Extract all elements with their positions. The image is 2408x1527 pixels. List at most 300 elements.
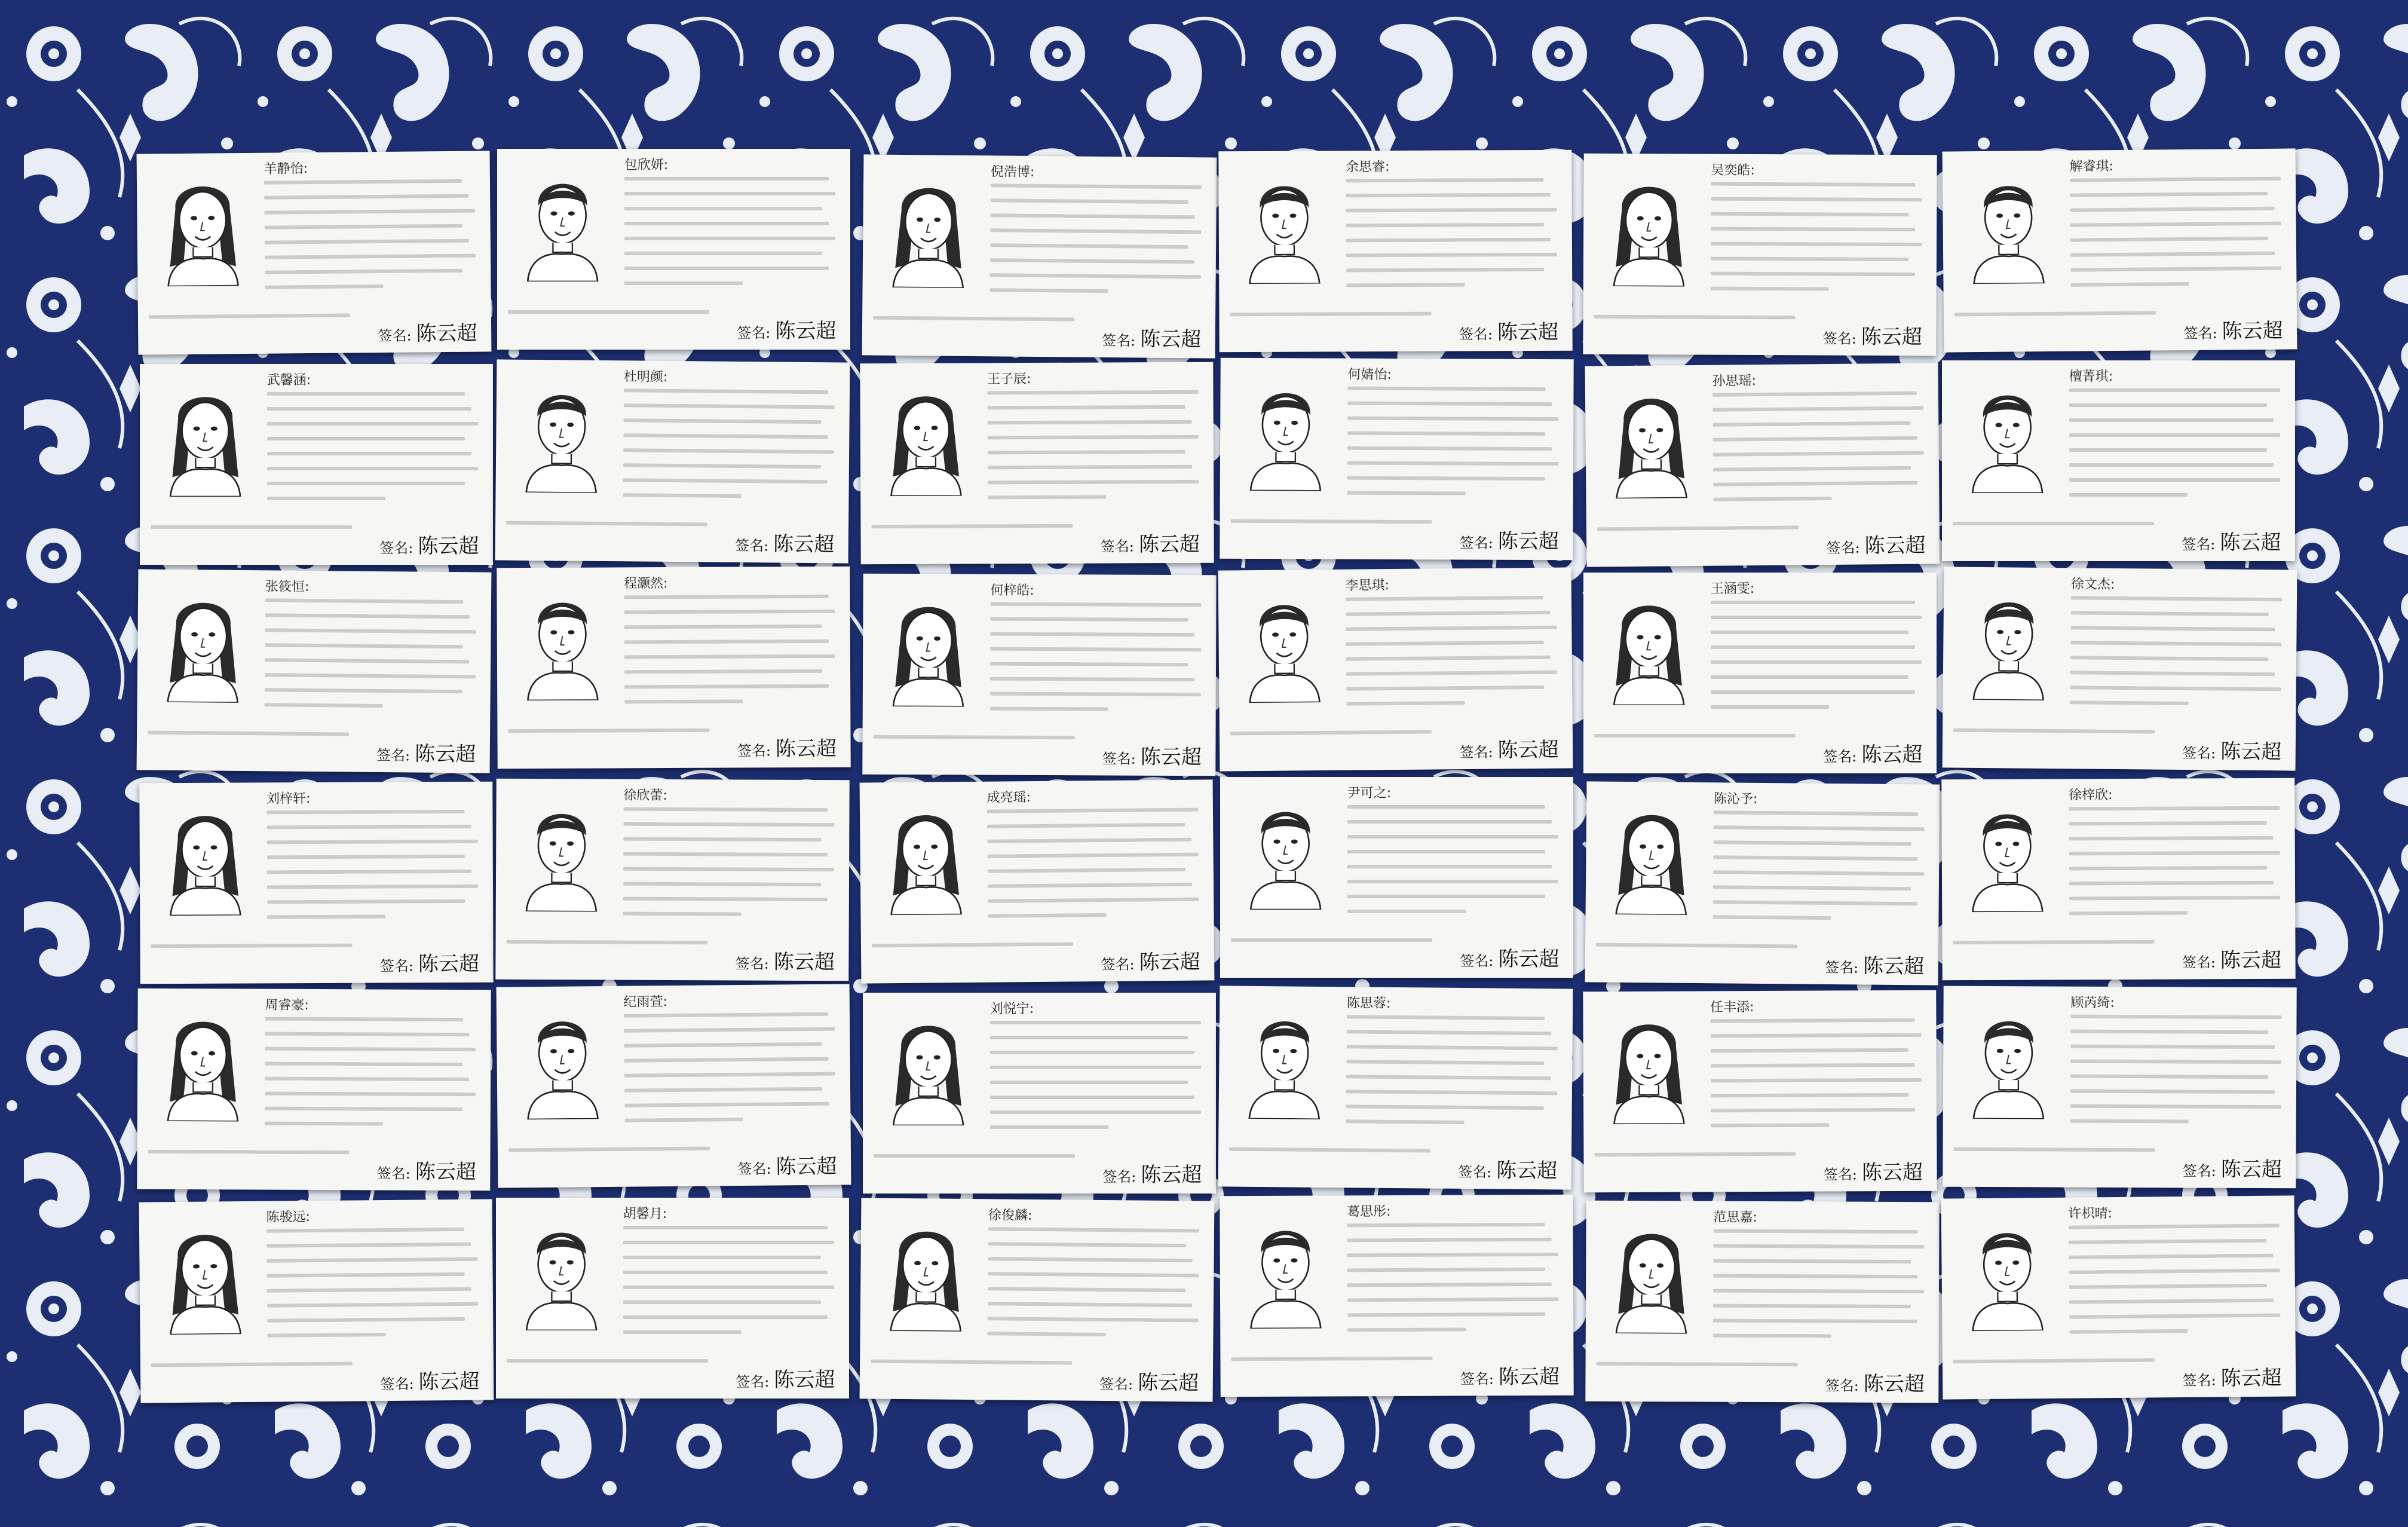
comment-line bbox=[1596, 1361, 1797, 1366]
comment-text-block bbox=[1712, 810, 1929, 933]
comment-line bbox=[1711, 272, 1916, 276]
comment-line bbox=[1347, 402, 1552, 406]
comment-line bbox=[1346, 626, 1557, 631]
comment-line bbox=[988, 898, 1199, 903]
comment-line bbox=[2070, 641, 2281, 646]
comment-line bbox=[871, 1359, 1072, 1364]
comment-text-block bbox=[989, 602, 1205, 724]
comment-line bbox=[988, 868, 1186, 873]
comment-line bbox=[1346, 671, 1557, 676]
teacher-signature bbox=[1102, 322, 1202, 352]
portrait-sketch bbox=[1231, 1002, 1338, 1119]
comment-line bbox=[1713, 497, 1831, 501]
student-name: 顾芮绮: bbox=[2070, 995, 2115, 1011]
comment-line bbox=[873, 316, 1074, 321]
teacher-signature bbox=[1102, 740, 1202, 770]
comment-text-block bbox=[266, 810, 482, 931]
comment-line bbox=[990, 647, 1201, 652]
signature-name: 陈云超 bbox=[1496, 1158, 1558, 1183]
portrait-card bbox=[1218, 567, 1573, 771]
student-name: 范思嘉: bbox=[1713, 1210, 1757, 1226]
comment-line bbox=[624, 1118, 743, 1122]
comment-line bbox=[2070, 282, 2189, 287]
comment-text-block bbox=[989, 183, 1206, 306]
comment-line bbox=[1711, 182, 1916, 186]
comment-line bbox=[1346, 223, 1545, 227]
signature-name: 陈云超 bbox=[2220, 739, 2282, 764]
portrait-card bbox=[1943, 986, 2296, 1189]
comment-line bbox=[266, 840, 477, 844]
comment-line bbox=[2069, 821, 2267, 825]
comment-line bbox=[1347, 820, 1552, 824]
comment-text-block bbox=[2070, 1015, 2286, 1136]
comment-line bbox=[2070, 177, 2281, 182]
teacher-signature bbox=[1460, 1360, 1560, 1390]
signature-name: 陈云超 bbox=[1139, 327, 1202, 352]
portrait-sketch bbox=[508, 375, 615, 492]
comment-line bbox=[2070, 252, 2275, 257]
signature-label: 签名: bbox=[2183, 325, 2217, 342]
comment-line bbox=[624, 684, 829, 688]
signature-label: 签名: bbox=[376, 1165, 410, 1182]
comment-line bbox=[1347, 387, 1546, 391]
comment-line bbox=[1346, 253, 1557, 258]
comment-line bbox=[2069, 1284, 2268, 1289]
comment-line bbox=[1953, 728, 2155, 733]
signature-name: 陈云超 bbox=[775, 319, 837, 343]
student-name: 孙思瑶: bbox=[1712, 374, 1757, 389]
portrait-card bbox=[1583, 990, 1937, 1193]
comment-line bbox=[2069, 1299, 2274, 1304]
comment-text-block bbox=[266, 1228, 483, 1350]
comment-line bbox=[990, 1036, 1188, 1039]
comment-line bbox=[624, 610, 835, 614]
signature-label: 签名: bbox=[2182, 954, 2216, 971]
portrait-card bbox=[137, 989, 491, 1191]
comment-text-block bbox=[264, 1017, 480, 1139]
student-name: 徐梓欣: bbox=[2069, 788, 2113, 803]
comment-text-block bbox=[623, 1226, 839, 1347]
comment-text-block bbox=[624, 1012, 840, 1135]
portrait-sketch bbox=[1954, 377, 2060, 493]
comment-line bbox=[990, 1066, 1201, 1069]
comment-line bbox=[987, 1317, 1198, 1322]
portrait-sketch bbox=[875, 1009, 981, 1125]
comment-text-block bbox=[2069, 806, 2284, 928]
teacher-signature bbox=[378, 317, 477, 347]
comment-line bbox=[623, 837, 822, 841]
comment-line bbox=[266, 1228, 465, 1233]
student-name: 徐俊麟: bbox=[988, 1208, 1033, 1224]
signature-name: 陈云超 bbox=[2220, 1366, 2282, 1391]
comment-line bbox=[1346, 1045, 1557, 1050]
comment-line bbox=[623, 433, 828, 439]
student-name: 程灏然: bbox=[624, 576, 668, 592]
comment-line bbox=[990, 1081, 1188, 1084]
comment-line bbox=[991, 198, 1189, 204]
portrait-sketch bbox=[1955, 583, 2062, 700]
comment-line bbox=[1714, 810, 1919, 816]
portrait-card bbox=[1942, 360, 2295, 561]
comment-line bbox=[1713, 1274, 1918, 1278]
comment-line bbox=[1347, 1223, 1545, 1227]
student-name: 刘梓轩: bbox=[266, 791, 311, 807]
comment-line bbox=[623, 822, 834, 827]
comment-line bbox=[1710, 1048, 1908, 1052]
signature-name: 陈云超 bbox=[1861, 1160, 1923, 1185]
comment-line bbox=[1710, 1033, 1921, 1038]
teacher-signature bbox=[377, 1155, 476, 1185]
comment-line bbox=[265, 598, 464, 604]
portrait-card bbox=[495, 779, 849, 981]
comment-line bbox=[2070, 1030, 2269, 1034]
portrait-card bbox=[860, 1198, 1215, 1401]
comment-line bbox=[988, 495, 1106, 500]
signature-name: 陈云超 bbox=[1141, 1162, 1202, 1187]
comment-line bbox=[990, 677, 1195, 681]
portrait-card bbox=[862, 154, 1217, 358]
comment-line bbox=[624, 639, 829, 644]
comment-text-block bbox=[2069, 1224, 2285, 1347]
comment-line bbox=[506, 940, 707, 944]
comment-line bbox=[264, 688, 462, 693]
comment-line bbox=[265, 1107, 463, 1111]
comment-line bbox=[1346, 641, 1544, 646]
portrait-sketch bbox=[510, 165, 615, 281]
comment-line bbox=[508, 1146, 710, 1152]
comment-line bbox=[1347, 805, 1546, 809]
comment-line bbox=[990, 228, 1201, 234]
portrait-sketch bbox=[1955, 1002, 2061, 1119]
comment-line bbox=[2069, 1224, 2280, 1229]
signature-label: 签名: bbox=[1460, 1370, 1494, 1388]
portrait-sketch bbox=[509, 583, 615, 700]
comment-line bbox=[988, 480, 1199, 485]
comment-line bbox=[265, 284, 383, 289]
student-name: 刘悦宁: bbox=[989, 1002, 1034, 1017]
comment-line bbox=[987, 823, 1185, 828]
comment-line bbox=[623, 493, 741, 498]
portrait-sketch bbox=[149, 1005, 256, 1122]
signature-label: 签名: bbox=[2182, 744, 2216, 762]
signature-name: 陈云超 bbox=[1498, 947, 1560, 971]
signature-name: 陈云超 bbox=[415, 1159, 476, 1185]
comment-line bbox=[990, 617, 1188, 622]
signature-name: 陈云超 bbox=[2220, 948, 2282, 973]
comment-line bbox=[1713, 1229, 1918, 1234]
comment-line bbox=[1347, 1238, 1552, 1242]
comment-line bbox=[623, 1271, 828, 1274]
comment-line bbox=[1231, 938, 1432, 942]
signature-label: 签名: bbox=[2182, 1372, 2216, 1389]
comment-line bbox=[988, 913, 1106, 918]
comment-line bbox=[1347, 432, 1546, 436]
signature-name: 陈云超 bbox=[414, 742, 476, 767]
teacher-signature bbox=[1459, 316, 1558, 345]
comment-line bbox=[623, 852, 828, 856]
comment-line bbox=[1347, 1015, 1545, 1020]
comment-text-block bbox=[987, 1227, 1203, 1349]
signature-name: 陈云超 bbox=[1140, 745, 1202, 770]
comment-line bbox=[2071, 596, 2282, 601]
signature-name: 陈云超 bbox=[774, 1367, 835, 1392]
comment-line bbox=[2069, 448, 2268, 452]
comment-line bbox=[1712, 1334, 1831, 1338]
signature-label: 签名: bbox=[1459, 743, 1493, 761]
comment-line bbox=[1713, 466, 1911, 472]
comment-line bbox=[265, 1017, 463, 1021]
portrait-sketch bbox=[1230, 586, 1337, 703]
portrait-card bbox=[497, 149, 850, 350]
student-name: 许枳晴: bbox=[2068, 1206, 2113, 1222]
comment-line bbox=[989, 273, 1200, 279]
comment-line bbox=[267, 482, 465, 485]
signature-label: 签名: bbox=[1102, 1168, 1136, 1185]
comment-line bbox=[151, 1361, 353, 1367]
comment-line bbox=[1712, 436, 1917, 442]
comment-line bbox=[1711, 1078, 1922, 1083]
comment-line bbox=[148, 730, 349, 736]
comment-line bbox=[1347, 895, 1546, 898]
comment-line bbox=[267, 1287, 472, 1293]
portrait-sketch bbox=[1232, 1211, 1338, 1329]
signature-name: 陈云超 bbox=[773, 532, 835, 557]
comment-text-block bbox=[267, 392, 483, 513]
portrait-sketch bbox=[1598, 797, 1705, 914]
signature-name: 陈云超 bbox=[1862, 954, 1925, 979]
comment-text-block bbox=[624, 177, 840, 298]
comment-line bbox=[990, 213, 1195, 219]
comment-line bbox=[1711, 601, 1916, 604]
comment-text-block bbox=[2070, 177, 2286, 299]
comment-line bbox=[151, 525, 352, 529]
comment-line bbox=[990, 602, 1201, 607]
comment-line bbox=[266, 825, 471, 829]
comment-line bbox=[1713, 855, 1918, 861]
teacher-signature bbox=[2183, 1152, 2282, 1182]
comment-text-block bbox=[1347, 1223, 1563, 1344]
comment-line bbox=[1346, 1104, 1544, 1110]
comment-line bbox=[1594, 1152, 1796, 1156]
comment-line bbox=[1712, 406, 1923, 412]
comment-line bbox=[1711, 197, 1922, 202]
student-name: 胡馨月: bbox=[623, 1207, 667, 1222]
comment-line bbox=[872, 942, 1073, 947]
comment-line bbox=[1346, 1090, 1557, 1095]
signature-label: 签名: bbox=[1824, 959, 1859, 977]
comment-line bbox=[267, 422, 478, 426]
comment-line bbox=[1347, 417, 1558, 421]
comment-line bbox=[1347, 1312, 1546, 1317]
comment-line bbox=[624, 237, 835, 240]
teacher-signature bbox=[1102, 1158, 1202, 1188]
comment-line bbox=[2069, 433, 2280, 437]
student-name: 杜明颜: bbox=[623, 369, 668, 385]
teacher-signature bbox=[2182, 526, 2281, 555]
comment-line bbox=[623, 882, 822, 886]
signature-label: 签名: bbox=[376, 746, 410, 764]
comment-line bbox=[1594, 314, 1795, 319]
comment-line bbox=[1713, 481, 1918, 486]
comment-line bbox=[1229, 1147, 1430, 1152]
comment-line bbox=[1346, 238, 1551, 242]
portrait-card bbox=[1220, 1195, 1573, 1397]
comment-line bbox=[988, 1302, 1193, 1307]
comment-line bbox=[2070, 267, 2281, 272]
comment-line bbox=[987, 405, 1185, 409]
comment-line bbox=[1713, 870, 1924, 876]
signature-name: 陈云超 bbox=[2222, 319, 2283, 344]
teacher-signature bbox=[1458, 1153, 1558, 1183]
comment-text-block bbox=[623, 388, 839, 511]
student-name: 吴奕皓: bbox=[1711, 163, 1755, 179]
comment-line bbox=[1711, 675, 1909, 679]
student-name: 陈思蓉: bbox=[1346, 996, 1391, 1012]
signature-label: 签名: bbox=[735, 955, 769, 972]
portrait-sketch bbox=[1598, 1217, 1704, 1334]
comment-line bbox=[1711, 631, 1909, 634]
comment-line bbox=[987, 1332, 1105, 1336]
comment-line bbox=[987, 420, 1192, 424]
signature-name: 陈云超 bbox=[1864, 533, 1926, 558]
comment-line bbox=[1347, 880, 1558, 883]
comment-line bbox=[2070, 1119, 2188, 1124]
portrait-sketch bbox=[152, 380, 258, 497]
comment-line bbox=[990, 1110, 1201, 1114]
comment-line bbox=[2070, 1104, 2281, 1109]
comment-line bbox=[988, 1272, 1199, 1277]
comment-text-block bbox=[2069, 388, 2285, 509]
student-name: 任丰添: bbox=[1710, 1000, 1754, 1015]
comment-text-block bbox=[1346, 596, 1562, 718]
portrait-card bbox=[863, 993, 1216, 1194]
comment-line bbox=[624, 388, 829, 394]
signature-label: 签名: bbox=[1825, 1377, 1859, 1394]
student-name: 徐欣蕾: bbox=[623, 788, 667, 804]
signature-name: 陈云超 bbox=[775, 736, 837, 761]
comment-line bbox=[988, 1242, 1187, 1247]
comment-line bbox=[1711, 645, 1916, 649]
comment-line bbox=[1347, 1268, 1546, 1272]
teacher-signature bbox=[380, 947, 479, 977]
signature-name: 陈云超 bbox=[1497, 320, 1559, 345]
comment-text-block bbox=[987, 390, 1203, 512]
portrait-card bbox=[1943, 148, 2297, 352]
comment-line bbox=[2069, 478, 2280, 482]
signature-name: 陈云超 bbox=[776, 1154, 837, 1179]
comment-line bbox=[1713, 451, 1924, 457]
comment-line bbox=[2069, 1314, 2280, 1319]
comment-line bbox=[2070, 207, 2275, 212]
comment-text-block bbox=[1347, 805, 1563, 926]
comment-line bbox=[990, 632, 1195, 636]
portrait-card bbox=[1583, 573, 1937, 773]
comment-line bbox=[1711, 616, 1922, 619]
comment-line bbox=[987, 390, 1198, 395]
comment-line bbox=[2070, 192, 2268, 197]
comment-line bbox=[1347, 850, 1546, 853]
comment-line bbox=[265, 1062, 463, 1066]
comment-line bbox=[264, 209, 475, 215]
comment-line bbox=[1230, 730, 1432, 735]
portrait-sketch bbox=[872, 1214, 979, 1331]
signature-name: 陈云超 bbox=[418, 951, 480, 977]
comment-line bbox=[988, 1227, 1199, 1232]
comment-line bbox=[1711, 1063, 1916, 1067]
comment-line bbox=[267, 885, 478, 889]
comment-line bbox=[1347, 491, 1465, 495]
teacher-signature bbox=[736, 1363, 835, 1393]
comment-line bbox=[265, 239, 470, 244]
comment-line bbox=[987, 853, 1198, 858]
comment-line bbox=[871, 524, 1073, 528]
comment-line bbox=[623, 448, 834, 454]
signature-label: 签名: bbox=[1099, 1375, 1133, 1393]
comment-line bbox=[1346, 656, 1551, 661]
comment-line bbox=[1711, 1093, 1909, 1097]
comment-line bbox=[264, 194, 469, 200]
comment-line bbox=[623, 463, 822, 469]
comment-line bbox=[1713, 1244, 1924, 1249]
comment-line bbox=[1953, 940, 2154, 944]
portrait-card bbox=[1585, 1201, 1939, 1403]
comment-line bbox=[1594, 734, 1796, 738]
signature-label: 签名: bbox=[2182, 535, 2216, 553]
comment-line bbox=[623, 1286, 834, 1289]
signature-name: 陈云超 bbox=[1497, 738, 1559, 763]
comment-line bbox=[1713, 1289, 1924, 1294]
comment-line bbox=[267, 467, 478, 470]
comment-line bbox=[990, 692, 1201, 697]
comment-line bbox=[265, 1032, 470, 1036]
comment-line bbox=[267, 899, 465, 904]
portrait-card bbox=[860, 779, 1215, 983]
comment-text-block bbox=[1347, 387, 1563, 508]
comment-line bbox=[623, 418, 822, 424]
comment-line bbox=[2070, 1060, 2281, 1064]
comment-line bbox=[990, 1051, 1195, 1054]
comment-line bbox=[1347, 461, 1558, 466]
signature-label: 签名: bbox=[1823, 748, 1857, 765]
signature-name: 陈云超 bbox=[418, 1369, 480, 1394]
comment-line bbox=[266, 810, 465, 814]
comment-line bbox=[267, 855, 465, 859]
comment-line bbox=[2070, 1045, 2275, 1049]
student-name: 王涵雯: bbox=[1710, 582, 1755, 597]
portrait-sketch bbox=[508, 1214, 614, 1330]
student-name: 尹可之: bbox=[1347, 786, 1392, 801]
portrait-sketch bbox=[1596, 589, 1702, 705]
student-name: 周睿豪: bbox=[265, 997, 309, 1014]
comment-line bbox=[506, 521, 707, 526]
student-name: 李思琪: bbox=[1345, 578, 1390, 593]
comment-line bbox=[624, 192, 835, 195]
comment-line bbox=[624, 1087, 823, 1093]
comment-line bbox=[990, 243, 1188, 249]
student-name: 解睿琪: bbox=[2069, 159, 2114, 175]
comment-line bbox=[987, 838, 1192, 843]
comment-line bbox=[1346, 596, 1544, 601]
comment-line bbox=[267, 437, 465, 440]
student-name: 武馨涵: bbox=[266, 373, 311, 388]
comment-line bbox=[265, 628, 476, 634]
comment-line bbox=[1347, 1253, 1558, 1257]
comment-line bbox=[1711, 660, 1922, 664]
portrait-sketch bbox=[872, 379, 979, 496]
comment-line bbox=[988, 1257, 1193, 1262]
comment-line bbox=[1346, 1060, 1545, 1065]
comment-line bbox=[1231, 1356, 1432, 1360]
